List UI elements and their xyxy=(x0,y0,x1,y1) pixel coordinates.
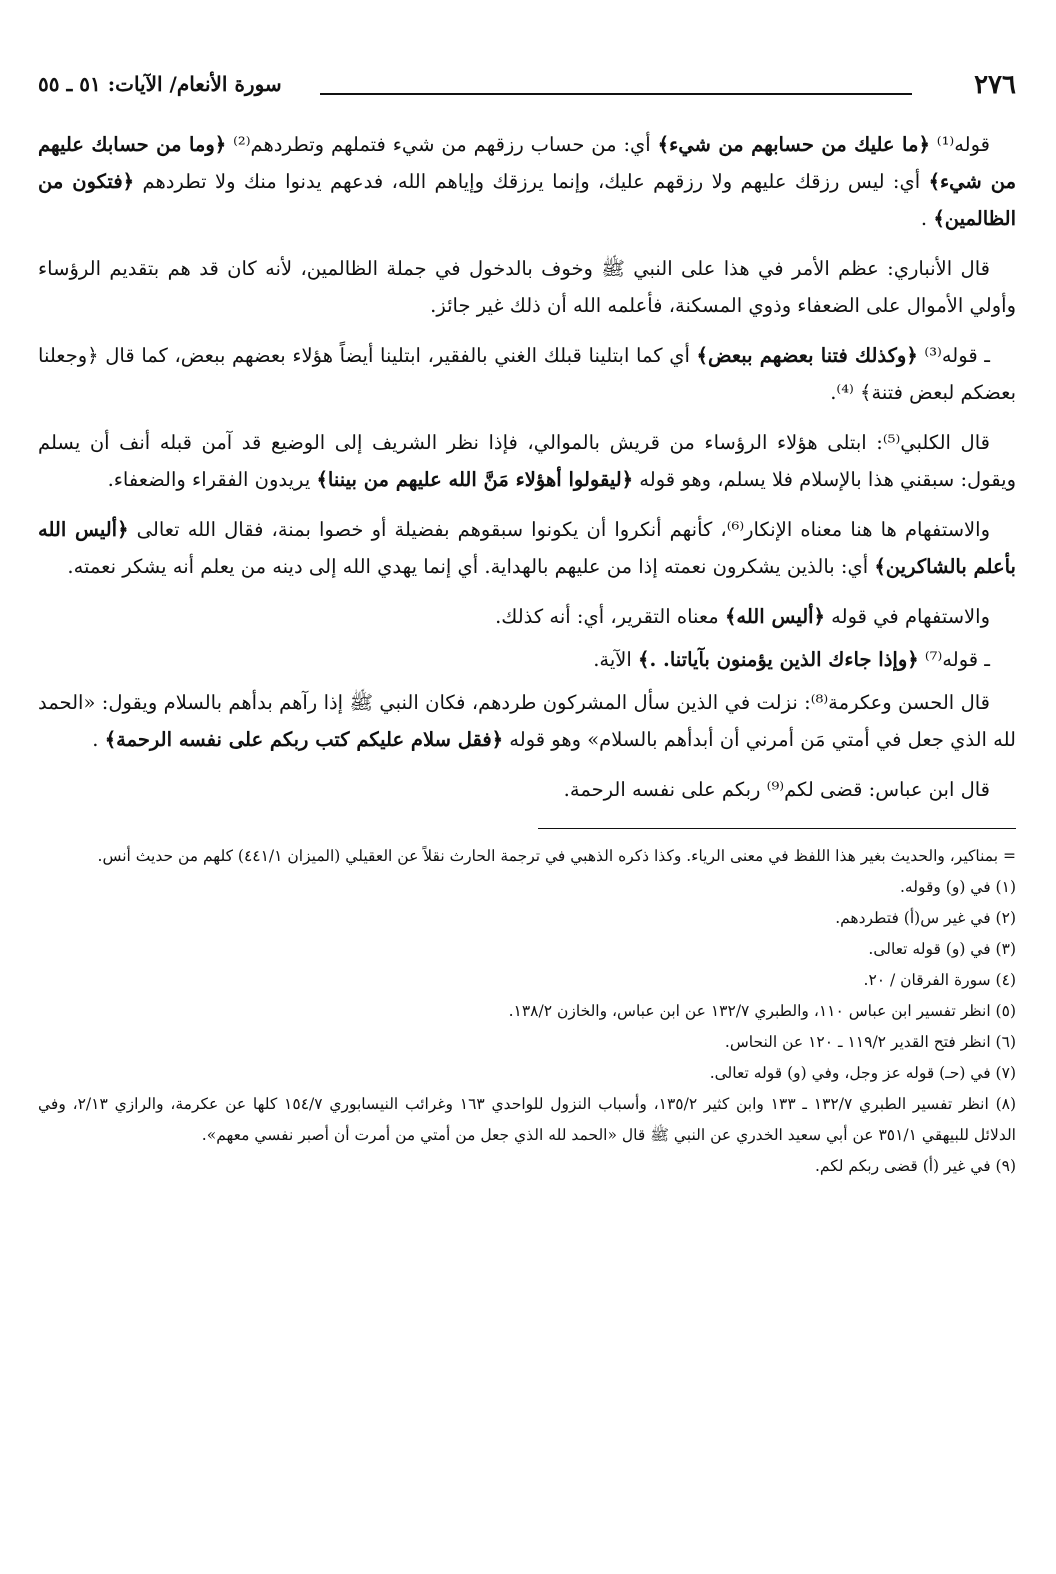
page-number: ٢٧٦ xyxy=(974,70,1016,100)
quran-quote: ﴿وإذا جاءك الذين يؤمنون بآياتنا. .﴾ xyxy=(638,648,919,671)
text-segment: ⁽⁹⁾ xyxy=(766,778,785,801)
text-segment: ـ قوله xyxy=(941,344,990,367)
paragraph xyxy=(31,126,1017,237)
book-page xyxy=(31,62,1017,1182)
text-segment: : نزلت في الذين سأل المشركون طردهم، فكان النبي ﷺ إذا رآهم بدأهم بالسلام ويقول: «الحمد لله الذي جعل في أمتي مَن أمرني أن أبدأهم بالسلام» وهو قوله xyxy=(31,691,1016,751)
footnote-separator xyxy=(538,828,1016,829)
footnotes xyxy=(33,841,1017,1182)
text-segment: ربكم على نفسه الرحمة. xyxy=(563,778,767,801)
footnote: (٢) في غير س(أ) فتطردهم. xyxy=(835,909,1016,927)
quran-quote: ﴿ليقولوا أهؤلاء مَنَّ الله عليهم من بيننا﴾ xyxy=(316,468,634,491)
text-segment: ⁽²⁾ xyxy=(233,133,251,156)
text-segment: ـ قوله xyxy=(942,648,990,671)
text-segment: ⁽⁵⁾ xyxy=(882,431,901,454)
paragraph xyxy=(31,250,1016,324)
footnote: (٨) انظر تفسير الطبري ١٣٢/٧ ـ ١٣٣ وابن كثير ١٣٥/٢، وأسباب النزول للواحدي ١٦٣ وغرائب النيسابوري ١٥٤/٧ كلها عن عكرمة، والرازي ٢/١٣، وفي الدلائل للبيهقي ٣٥١/١ عن أبي سعيد الخدري عن النبي ﷺ قال «الحمد لله الذي جعل من أمتي من أمرت أن أصبر نفسي معهم». xyxy=(33,1095,1017,1144)
text-segment: الآية. xyxy=(593,648,639,671)
paragraph xyxy=(31,511,1016,585)
paragraph xyxy=(31,684,1016,758)
text-segment: أي: ليس رزقك عليهم ولا رزقهم عليك، وإنما يرزقك وإياهم الله، فدعهم يدنوا منك ولا تطردهم xyxy=(134,170,929,193)
text-segment: قال ابن عباس: قضى لكم xyxy=(784,778,990,801)
text-segment: ⁽⁸⁾ xyxy=(810,691,829,714)
text-segment: . xyxy=(92,728,105,751)
paragraph xyxy=(38,641,1016,678)
quran-quote: ﴿وما من حسابك عليهم من شيء﴾ xyxy=(31,133,1017,193)
text-segment: والاستفهام ها هنا معناه الإنكار xyxy=(744,518,990,541)
text-segment: أي: بالذين يشكرون نعمته إذا من عليهم بالهداية. أي إنما يهدي الله إلى دينه من يعلم أنه يشكر نعمته. xyxy=(67,555,875,578)
footnote: (٣) في (و) قوله تعالى. xyxy=(868,940,1016,958)
text-segment: ، كأنهم أنكروا أن يكونوا سبقوهم بفضيلة أو خصوا بمنة، فقال الله تعالى xyxy=(128,518,727,541)
paragraph xyxy=(38,598,1016,635)
footnote: (٦) انظر فتح القدير ١١٩/٢ ـ ١٢٠ عن النحاس. xyxy=(724,1033,1016,1051)
text-segment: أي: من حساب رزقهم من شيء فتملهم وتطردهم xyxy=(250,133,658,156)
paragraph xyxy=(31,337,1016,411)
paragraph xyxy=(38,771,1016,808)
text-segment: : ابتلى هؤلاء الرؤساء من قريش بالموالي، فإذا نظر الشريف إلى الوضيع قد آمن قبله أنف أن يسلم ويقول: سبقني هذا بالإسلام فلا يسلم، وهو قوله xyxy=(31,431,1016,491)
text-segment: ﴿وجعلنا بعضكم لبعض فتنة﴾ xyxy=(31,344,1016,404)
running-head: سورة الأنعام/ الآيات: ٥١ ـ ٥٥ xyxy=(38,72,282,96)
footnote: (٥) انظر تفسير ابن عباس ١١٠، والطبري ١٣٢/٧ عن ابن عباس، والخازن ١٣٨/٢. xyxy=(508,1002,1016,1020)
quran-quote: ﴿أليس الله﴾ xyxy=(724,605,825,628)
text-segment: . xyxy=(920,207,934,230)
text-segment: معناه التقرير، أي: أنه كذلك. xyxy=(495,605,725,628)
paragraph xyxy=(31,424,1016,498)
footnote: (٧) في (حـ) قوله عز وجل، وفي (و) قوله تعالى. xyxy=(709,1064,1016,1082)
text-segment: ⁽⁴⁾. xyxy=(830,381,861,404)
text-segment: قوله xyxy=(954,133,990,156)
header-rule xyxy=(320,93,912,95)
text-segment: أي كما ابتلينا قبلك الغني بالفقير، ابتلينا أيضاً هؤلاء بعضهم ببعض، كما قال xyxy=(98,344,697,367)
footnote: (١) في (و) وقوله. xyxy=(900,878,1016,896)
quran-quote: ﴿فقل سلام عليكم كتب ربكم على نفسه الرحمة﴾ xyxy=(104,728,504,751)
text-segment: قال الكلبي xyxy=(900,431,990,454)
quran-quote: ﴿فتكون من الظالمين﴾ xyxy=(31,170,1016,230)
quran-quote: ﴿وكذلك فتنا بعضهم ببعض﴾ xyxy=(696,344,918,367)
text-segment xyxy=(930,133,937,156)
main-text xyxy=(31,126,1017,808)
quran-quote: ﴿ما عليك من حسابهم من شيء﴾ xyxy=(657,133,930,156)
footnote: = بمناكير، والحديث بغير هذا اللفظ في معنى الرياء. وكذا ذكره الذهبي في ترجمة الحارث نقلاً عن العقيلي (الميزان ٤٤١/١) كلهم من حديث أنس. xyxy=(97,847,1016,865)
footnote: (٩) في غير (أ) قضى ربكم لكم. xyxy=(814,1157,1016,1175)
text-segment: ⁽⁷⁾ xyxy=(924,648,943,671)
text-segment: قال الأنباري: عظم الأمر في هذا على النبي ﷺ وخوف بالدخول في جملة الظالمين، لأنه كان قد هم بتقديم الرؤساء وأولي الأموال على الضعفاء وذوي المسكنة، فأعلمه الله أن ذلك غير جائز. xyxy=(31,257,1016,317)
text-segment: ⁽⁶⁾ xyxy=(726,518,745,541)
text-segment: والاستفهام في قوله xyxy=(824,605,990,628)
text-segment: قال الحسن وعكرمة xyxy=(828,691,990,714)
footnote: (٤) سورة الفرقان / ٢٠. xyxy=(863,971,1016,989)
quran-quote: ﴿أليس الله بأعلم بالشاكرين﴾ xyxy=(31,518,1016,578)
page-header xyxy=(38,62,1016,110)
text-segment: ⁽¹⁾ xyxy=(936,133,955,156)
text-segment: ⁽³⁾ xyxy=(924,344,942,367)
text-segment: يريدون الفقراء والضعفاء. xyxy=(107,468,317,491)
